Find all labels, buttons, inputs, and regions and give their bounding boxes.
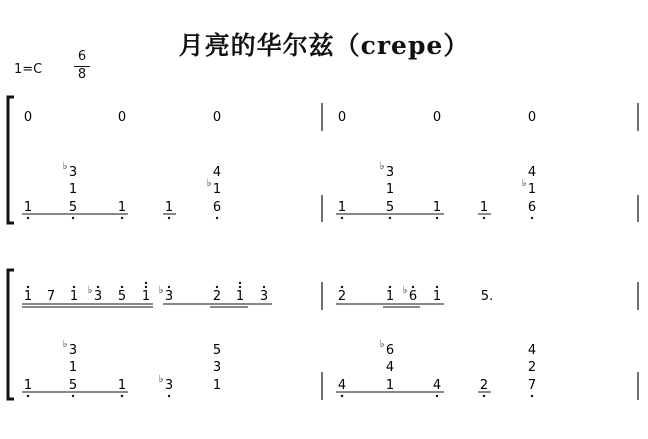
note: 3 — [385, 165, 395, 180]
octave-dot — [216, 217, 218, 219]
octave-dot — [483, 217, 485, 219]
note: 2 — [527, 360, 537, 375]
octave-dot — [436, 395, 438, 397]
note: 3 — [212, 360, 222, 375]
octave-dot — [341, 217, 343, 219]
flat-sign: ♭ — [158, 285, 164, 296]
flat-sign: ♭ — [379, 339, 385, 350]
note: 1 — [432, 289, 442, 304]
octave-dot — [121, 286, 123, 288]
note: 3 — [68, 165, 78, 180]
note: 1 — [117, 200, 127, 215]
note: 5 — [68, 378, 78, 393]
flat-sign: ♭ — [62, 161, 68, 172]
note: 0 — [23, 110, 33, 125]
octave-dot — [436, 286, 438, 288]
note: 1 — [212, 182, 222, 197]
note: 4 — [432, 378, 442, 393]
note: 0 — [527, 110, 537, 125]
octave-dot — [389, 217, 391, 219]
system-1 — [8, 97, 638, 223]
flat-sign: ♭ — [379, 161, 385, 172]
note: 6 — [408, 289, 418, 304]
octave-dot — [168, 217, 170, 219]
note: 1 — [235, 289, 245, 304]
note: 4 — [527, 343, 537, 358]
note: 0 — [432, 110, 442, 125]
note: 1 — [212, 378, 222, 393]
flat-sign: ♭ — [206, 178, 212, 189]
note: 4 — [337, 378, 347, 393]
octave-dot — [73, 286, 75, 288]
note: 1 — [337, 200, 347, 215]
note: 5 — [212, 343, 222, 358]
octave-dot — [168, 395, 170, 397]
octave-dot — [389, 286, 391, 288]
system-brace — [8, 270, 14, 399]
note: 1 — [385, 289, 395, 304]
octave-dot — [483, 395, 485, 397]
note: 4 — [385, 360, 395, 375]
octave-dot — [97, 286, 99, 288]
note: 6 — [527, 200, 537, 215]
octave-dot — [341, 286, 343, 288]
note: 1 — [164, 200, 174, 215]
note: 1 — [527, 182, 537, 197]
note: 4 — [527, 165, 537, 180]
note: 1 — [141, 289, 151, 304]
octave-dot — [412, 286, 414, 288]
octave-dot — [436, 217, 438, 219]
time-signature-bottom: 8 — [77, 67, 87, 82]
note: 3 — [164, 289, 174, 304]
octave-dot — [168, 286, 170, 288]
octave-dot — [239, 286, 241, 288]
note: 5. — [480, 289, 494, 304]
note: 3 — [259, 289, 269, 304]
note: 6 — [385, 343, 395, 358]
time-signature-top: 6 — [77, 49, 87, 64]
flat-sign: ♭ — [402, 285, 408, 296]
flat-sign: ♭ — [158, 374, 164, 385]
note: 3 — [93, 289, 103, 304]
octave-dot — [121, 217, 123, 219]
note: 5 — [385, 200, 395, 215]
note: 1 — [68, 360, 78, 375]
octave-dot — [145, 286, 147, 288]
note: 3 — [164, 378, 174, 393]
octave-dot — [531, 217, 533, 219]
note: 1 — [432, 200, 442, 215]
flat-sign: ♭ — [62, 339, 68, 350]
note: 3 — [68, 343, 78, 358]
score-title: 月亮的华尔兹（crepe） — [178, 31, 470, 60]
flat-sign: ♭ — [521, 178, 527, 189]
system-2 — [8, 270, 638, 400]
note: 0 — [117, 110, 127, 125]
octave-dot — [27, 286, 29, 288]
note: 1 — [479, 200, 489, 215]
note: 1 — [385, 182, 395, 197]
octave-dot — [145, 282, 147, 284]
note: 0 — [212, 110, 222, 125]
octave-dot — [531, 395, 533, 397]
octave-dot — [239, 282, 241, 284]
note: 1 — [23, 200, 33, 215]
octave-dot — [341, 395, 343, 397]
note: 1 — [117, 378, 127, 393]
note: 1 — [23, 378, 33, 393]
system-brace — [8, 97, 14, 223]
note: 2 — [337, 289, 347, 304]
note: 0 — [337, 110, 347, 125]
octave-dot — [27, 395, 29, 397]
note: 6 — [212, 200, 222, 215]
octave-dot — [72, 395, 74, 397]
note: 1 — [69, 289, 79, 304]
octave-dot — [263, 286, 265, 288]
note: 2 — [479, 378, 489, 393]
note: 1 — [385, 378, 395, 393]
note: 2 — [212, 289, 222, 304]
octave-dot — [121, 395, 123, 397]
octave-dot — [216, 286, 218, 288]
flat-sign: ♭ — [87, 285, 93, 296]
octave-dot — [27, 217, 29, 219]
octave-dot — [72, 217, 74, 219]
note: 1 — [23, 289, 33, 304]
notes-layer — [24, 110, 536, 397]
note: 5 — [68, 200, 78, 215]
note: 7 — [46, 289, 56, 304]
note: 4 — [212, 165, 222, 180]
note: 5 — [117, 289, 127, 304]
note: 7 — [527, 378, 537, 393]
note: 1 — [68, 182, 78, 197]
key-signature: 1=C — [14, 62, 43, 77]
